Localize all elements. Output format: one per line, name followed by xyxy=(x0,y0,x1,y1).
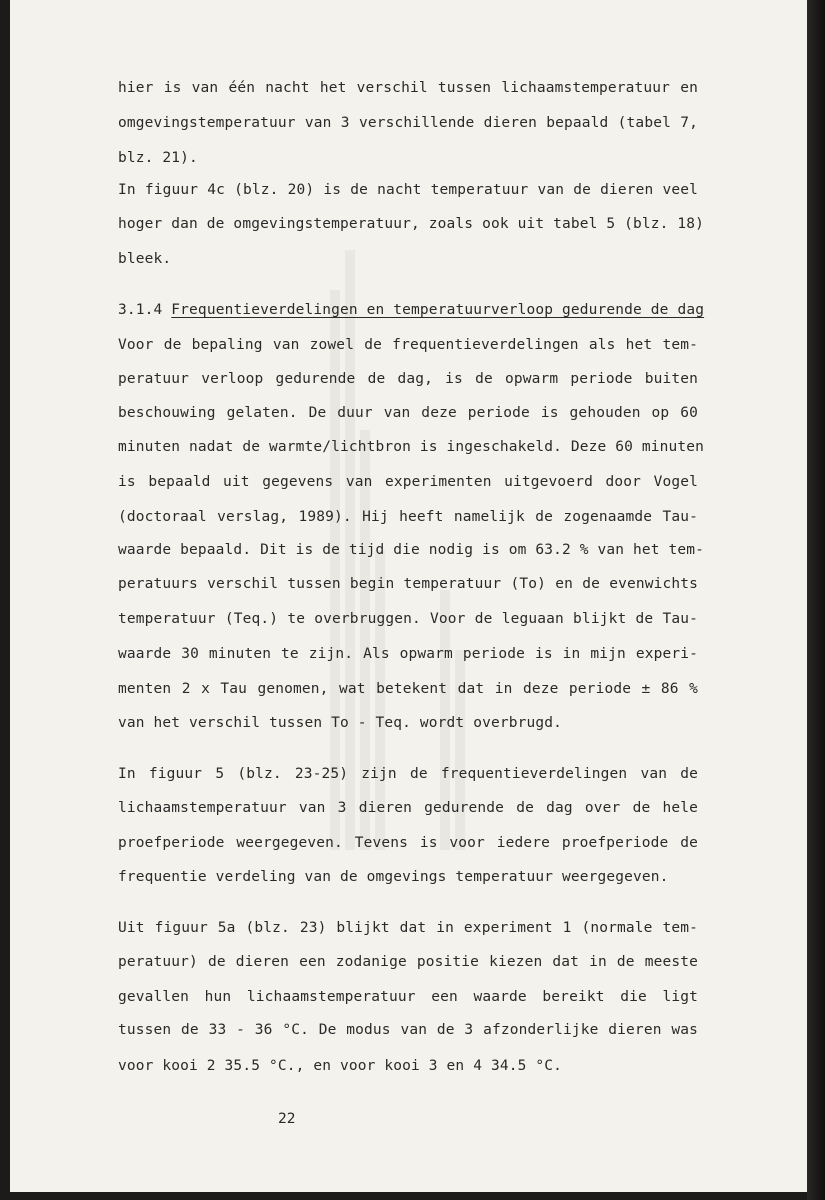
text-line: van het verschil tussen To - Teq. wordt overbrugd. xyxy=(118,715,562,731)
text-line: temperatuur (Teq.) te overbruggen. Voor de leguaan blijkt de Tau- xyxy=(118,611,698,627)
scanned-page xyxy=(10,0,808,1192)
text-line: is bepaald uit gegevens van experimenten uitgevoerd door Vogel xyxy=(118,474,698,490)
text-line: proefperiode weergegeven. Tevens is voor iedere proefperiode de xyxy=(118,835,698,851)
text-line: Voor de bepaling van zowel de frequentieverdelingen als het tem- xyxy=(118,337,698,353)
binding-edge xyxy=(807,0,825,1200)
text-line: frequentie verdeling van de omgevings temperatuur weergegeven. xyxy=(118,869,669,885)
section-number: 3.1.4 xyxy=(118,302,163,318)
text-line: peratuur) de dieren een zodanige positie kiezen dat in de meeste xyxy=(118,954,698,970)
text-line: Uit figuur 5a (blz. 23) blijkt dat in experiment 1 (normale tem- xyxy=(118,920,698,936)
text-line: hier is van één nacht het verschil tussen lichaamstemperatuur en xyxy=(118,80,698,96)
text-line: bleek. xyxy=(118,251,172,267)
text-line: lichaamstemperatuur van 3 dieren gedurende de dag over de hele xyxy=(118,800,698,816)
text-line: gevallen hun lichaamstemperatuur een waarde bereikt die ligt xyxy=(118,989,698,1005)
text-line: omgevingstemperatuur van 3 verschillende dieren bepaald (tabel 7, xyxy=(118,115,698,131)
ghost-bar xyxy=(360,430,370,850)
text-line: In figuur 5 (blz. 23-25) zijn de frequentieverdelingen van de xyxy=(118,766,698,782)
text-line: In figuur 4c (blz. 20) is de nacht temperatuur van de dieren veel xyxy=(118,182,698,198)
text-line: minuten nadat de warmte/lichtbron is ingeschakeld. Deze 60 minuten xyxy=(118,439,705,455)
text-line: peratuur verloop gedurende de dag, is de opwarm periode buiten xyxy=(118,371,698,387)
section-heading xyxy=(118,300,705,320)
text-line: blz. 21). xyxy=(118,150,198,166)
text-line: menten 2 x Tau genomen, wat betekent dat in deze periode ± 86 % xyxy=(118,681,698,697)
text-line: beschouwing gelaten. De duur van deze periode is gehouden op 60 xyxy=(118,405,698,421)
text-line: tussen de 33 - 36 °C. De modus van de 3 afzonderlijke dieren was xyxy=(118,1022,698,1038)
page-number: 22 xyxy=(278,1111,296,1127)
text-line: hoger dan de omgevingstemperatuur, zoals ook uit tabel 5 (blz. 18) xyxy=(118,216,705,232)
text-line: waarde 30 minuten te zijn. Als opwarm periode is in mijn experi- xyxy=(118,646,698,662)
text-line: voor kooi 2 35.5 °C., en voor kooi 3 en 4 34.5 °C. xyxy=(118,1058,562,1074)
section-title: Frequentieverdelingen en temperatuurverloop gedurende de dag xyxy=(171,302,705,318)
text-line: peratuurs verschil tussen begin temperatuur (To) en de evenwichts xyxy=(118,576,698,592)
text-line: (doctoraal verslag, 1989). Hij heeft namelijk de zogenaamde Tau- xyxy=(118,509,698,525)
text-line: waarde bepaald. Dit is de tijd die nodig is om 63.2 % van het tem- xyxy=(118,542,705,558)
